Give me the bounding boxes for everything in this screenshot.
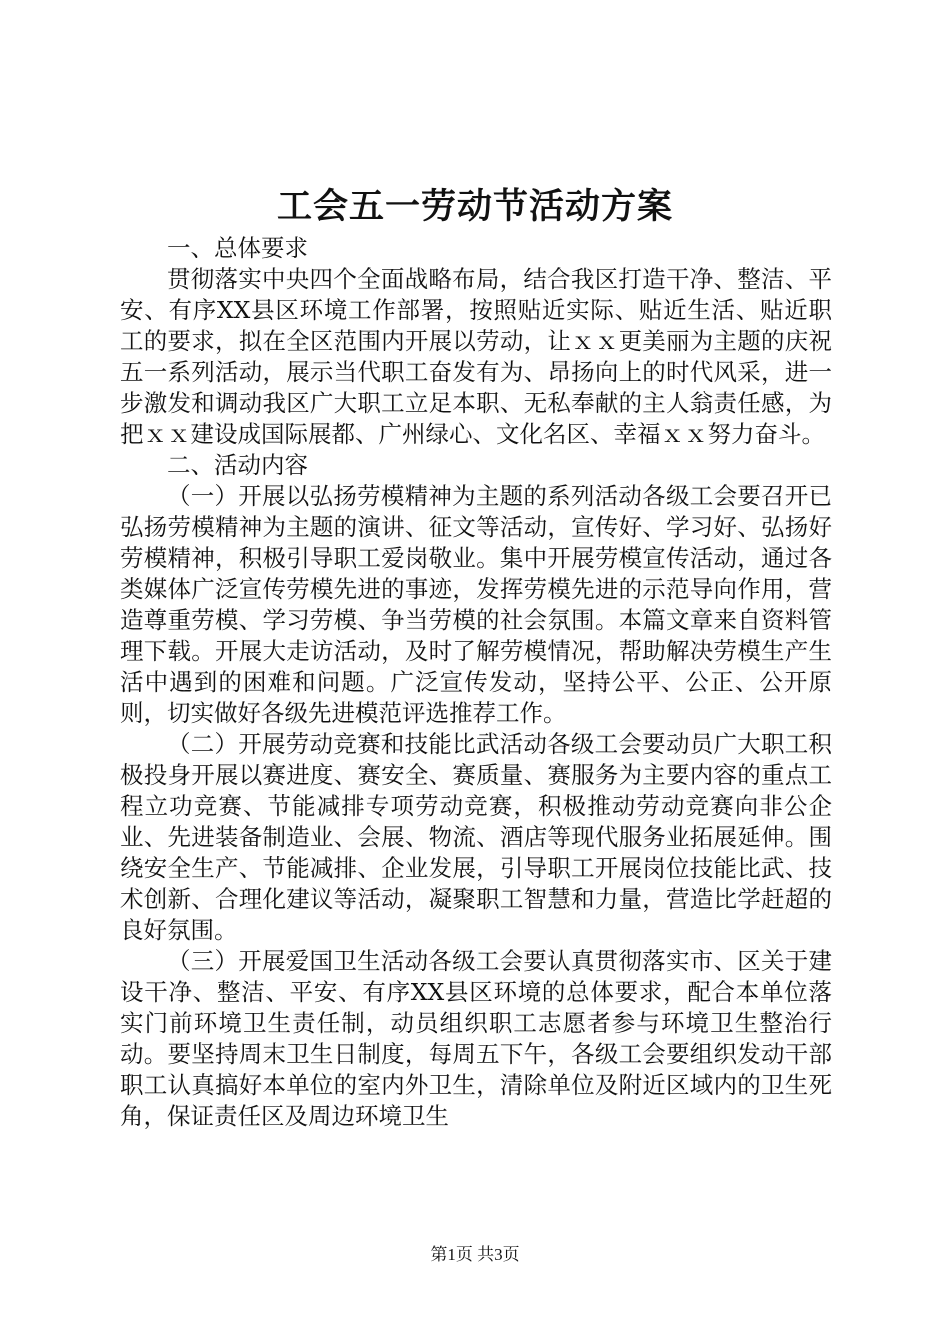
paragraph-activity-2: （二）开展劳动竞赛和技能比武活动各级工会要动员广大职工积极投身开展以赛进度、赛安全、赛质量、赛服务为主要内容的重点工程立功竞赛、节能减排专项劳动竞赛，积极推动劳动竞赛向非公企业、先进装备制造业、会展、物流、酒店等现代服务业拓展延伸。围绕安全生产、节能减排、企业发展，引导职工开展岗位技能比武、技术创新、合理化建议等活动，凝聚职工智慧和力量，营造比学赶超的良好氛围。 <box>120 730 832 944</box>
paragraph-requirements: 贯彻落实中央四个全面战略布局，结合我区打造干净、整洁、平安、有序XX县区环境工作部署，按照贴近实际、贴近生活、贴近职工的要求，拟在全区范围内开展以劳动，让ｘｘ更美丽为主题的庆祝五一系列活动，展示当代职工奋发有为、昂扬向上的时代风采，进一步激发和调动我区广大职工立足本职、无私奉献的主人翁责任感，为把ｘｘ建设成国际展都、广州绿心、文化名区、幸福ｘｘ努力奋斗。 <box>120 265 832 448</box>
page-footer: 第1页 共3页 <box>430 1245 520 1264</box>
paragraph-activity-3: （三）开展爱国卫生活动各级工会要认真贯彻落实市、区关于建设干净、整洁、平安、有序XX县区环境的总体要求，配合本单位落实门前环境卫生责任制，动员组织职工志愿者参与环境卫生整治行动。要坚持周末卫生日制度，每周五下午，各级工会要组织发动干部职工认真搞好本单位的室内外卫生，清除单位及附近区域内的卫生死角，保证责任区及周边环境卫生 <box>120 947 832 1130</box>
paragraph-activity-1: （一）开展以弘扬劳模精神为主题的系列活动各级工会要召开已弘扬劳模精神为主题的演讲、征文等活动，宣传好、学习好、弘扬好劳模精神，积极引导职工爱岗敬业。集中开展劳模宣传活动，通过各类媒体广泛宣传劳模先进的事迹，发挥劳模先进的示范导向作用，营造尊重劳模、学习劳模、争当劳模的社会氛围。本篇文章来自资料管理下载。开展大走访活动，及时了解劳模情况，帮助解决劳模生产生活中遇到的困难和问题。广泛宣传发动，坚持公平、公正、公开原则，切实做好各级先进模范评选推荐工作。 <box>120 482 832 727</box>
section-heading-activities: 二、活动内容 <box>167 451 308 479</box>
section-heading-requirements: 一、总体要求 <box>167 234 308 262</box>
document-title: 工会五一劳动节活动方案 <box>276 186 673 227</box>
document-body <box>120 233 832 1132</box>
